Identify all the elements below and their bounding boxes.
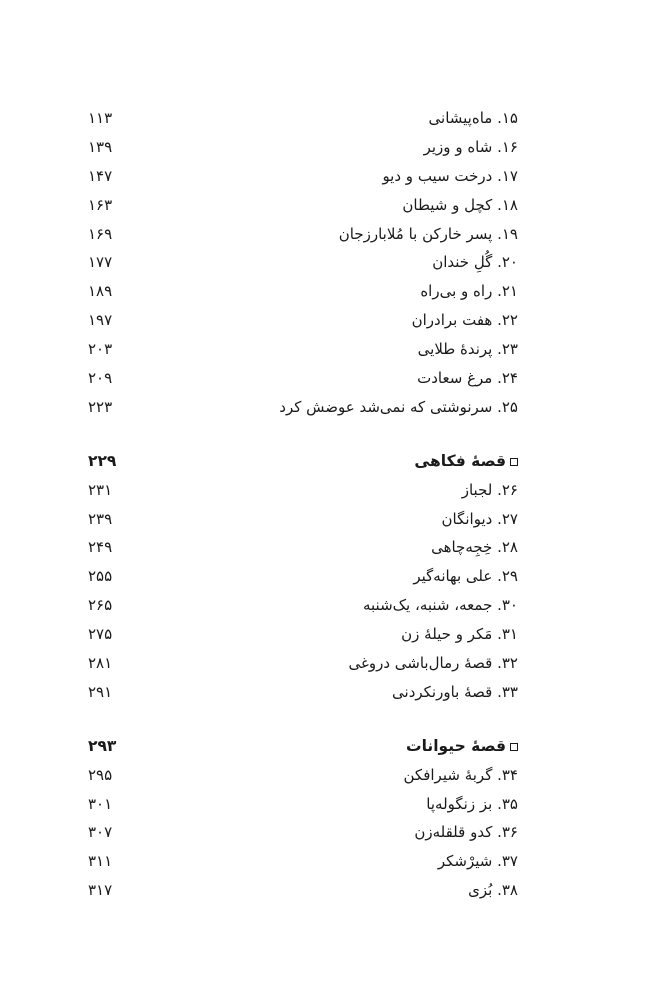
- toc-entry-page-number: ۲۶۵: [88, 596, 113, 615]
- toc-entry-title: ۳۷. شیرْشکر: [437, 852, 518, 871]
- section-heading-title: [406, 732, 518, 760]
- section-heading-text: قصهٔ حیوانات: [406, 736, 506, 755]
- toc-entry-title: ۲۷. دیوانگان: [441, 509, 518, 528]
- toc-entry-page-number: ۱۱۳: [88, 109, 113, 127]
- toc-entry[interactable]: [88, 220, 518, 249]
- toc-entry-title: ۲۴. مرغ سعادت: [417, 369, 518, 388]
- toc-entry-page-number: ۳۱۷: [88, 881, 113, 900]
- toc-entry-title: ۲۵. سرنوشتی که نمی‌شد عوضش کرد: [279, 397, 518, 416]
- toc-entry-page-number: ۲۹۱: [88, 682, 113, 701]
- toc-entry-title: ۱۸. کچل و شیطان: [402, 195, 518, 214]
- toc-entry-title: ۱۷. درخت سیب و دیو: [382, 166, 518, 185]
- toc-entry-title: ۳۱. مَکر و حیلهٔ زن: [401, 625, 518, 644]
- toc-entry[interactable]: [88, 162, 518, 191]
- toc-entry-page-number: ۲۰۳: [88, 340, 113, 359]
- toc-entry-page-number: ۲۳۱: [88, 480, 113, 499]
- toc-entry-page-number: ۲۷۵: [88, 625, 113, 644]
- toc-section: [88, 104, 518, 422]
- toc-entry-title: ۳۵. بز زنگوله‌پا: [426, 794, 518, 813]
- toc-entry-title: ۲۰. گُلِ خندان: [432, 253, 518, 272]
- toc-entry-page-number: ۱۳۹: [88, 137, 113, 156]
- toc-section-heading[interactable]: [88, 447, 518, 476]
- toc-entry-page-number: ۲۵۵: [88, 567, 113, 586]
- toc-entry-title: ۲۸. خِجِه‌چاهی: [431, 538, 518, 557]
- toc-entry[interactable]: [88, 191, 518, 220]
- toc-entry[interactable]: [88, 620, 518, 649]
- toc-entry-page-number: ۲۲۳: [88, 397, 113, 416]
- toc-entry-page-number: ۲۸۱: [88, 654, 113, 673]
- toc-section: [88, 732, 518, 905]
- toc-entry-page-number: ۱۸۹: [88, 282, 113, 301]
- toc-entry-title: ۱۶. شاه و وزیر: [423, 137, 518, 156]
- toc-entry-title: ۲۲. هفت برادران: [411, 311, 518, 330]
- toc-entry-title: ۳۰. جمعه، شنبه، یک‌شنبه: [362, 596, 518, 615]
- toc-entry[interactable]: [88, 505, 518, 534]
- toc-entry[interactable]: [88, 847, 518, 876]
- section-heading-page-number: ۲۹۳: [88, 736, 117, 755]
- table-of-contents: [88, 104, 518, 905]
- toc-entry-page-number: ۱۷۷: [88, 253, 113, 272]
- toc-entry-page-number: ۳۰۷: [88, 823, 113, 842]
- toc-entry[interactable]: [88, 533, 518, 562]
- toc-entry-title: ۳۴. گربهٔ شیرافکن: [403, 765, 518, 784]
- toc-entry[interactable]: [88, 277, 518, 306]
- toc-entry[interactable]: [88, 104, 518, 133]
- toc-entry[interactable]: [88, 364, 518, 393]
- toc-entry-page-number: ۱۶۳: [88, 195, 113, 214]
- square-bullet-icon: [510, 743, 518, 751]
- toc-entry-page-number: ۲۹۵: [88, 765, 113, 784]
- toc-entry-title: ۲۱. راه و بی‌راه: [420, 282, 518, 301]
- toc-entry[interactable]: [88, 476, 518, 505]
- toc-entry[interactable]: [88, 562, 518, 591]
- toc-entry-page-number: ۲۰۹: [88, 369, 113, 388]
- toc-entry-page-number: ۱۶۹: [88, 224, 113, 243]
- toc-entry-page-number: ۲۳۹: [88, 509, 113, 528]
- toc-entry-title: ۲۶. لجباز: [461, 480, 518, 499]
- toc-section: [88, 447, 518, 707]
- toc-entry-page-number: ۱۴۷: [88, 166, 113, 185]
- toc-entry-title: ۲۹. علی بهانه‌گیر: [413, 567, 518, 586]
- toc-entry-title: ۳۶. کدو قلقله‌زن: [414, 823, 518, 842]
- square-bullet-icon: [510, 458, 518, 466]
- toc-entry[interactable]: [88, 393, 518, 422]
- toc-entry-title: ۲۳. پرندهٔ طلایی: [417, 340, 518, 359]
- toc-entry[interactable]: [88, 591, 518, 620]
- toc-entry-title: ۳۲. قصهٔ رمال‌باشی دروغی: [348, 654, 518, 673]
- toc-entry-title: ۳۳. قصهٔ باورنکردنی: [392, 682, 518, 701]
- toc-entry[interactable]: [88, 649, 518, 678]
- toc-entry[interactable]: [88, 678, 518, 707]
- toc-entry[interactable]: [88, 790, 518, 819]
- toc-entry[interactable]: [88, 335, 518, 364]
- toc-entry-page-number: ۱۹۷: [88, 311, 113, 330]
- toc-entry-title: ۳۸. بُزی: [468, 881, 518, 900]
- section-heading-text: قصهٔ فکاهی: [414, 451, 506, 470]
- toc-entry[interactable]: [88, 818, 518, 847]
- toc-entry[interactable]: [88, 761, 518, 790]
- toc-section-heading[interactable]: [88, 732, 518, 761]
- toc-entry[interactable]: [88, 133, 518, 162]
- toc-entry[interactable]: [88, 306, 518, 335]
- toc-entry-title: ۱۵. ماه‌پیشانی: [428, 109, 518, 127]
- section-heading-title: [414, 447, 518, 475]
- toc-entry[interactable]: [88, 876, 518, 905]
- toc-entry-page-number: ۳۰۱: [88, 794, 113, 813]
- toc-entry-page-number: ۲۴۹: [88, 538, 113, 557]
- toc-entry[interactable]: [88, 248, 518, 277]
- toc-entry-title: ۱۹. پسر خارکن با مُلابارزجان: [338, 224, 518, 243]
- toc-entry-page-number: ۳۱۱: [88, 852, 113, 871]
- section-heading-page-number: ۲۲۹: [88, 451, 117, 470]
